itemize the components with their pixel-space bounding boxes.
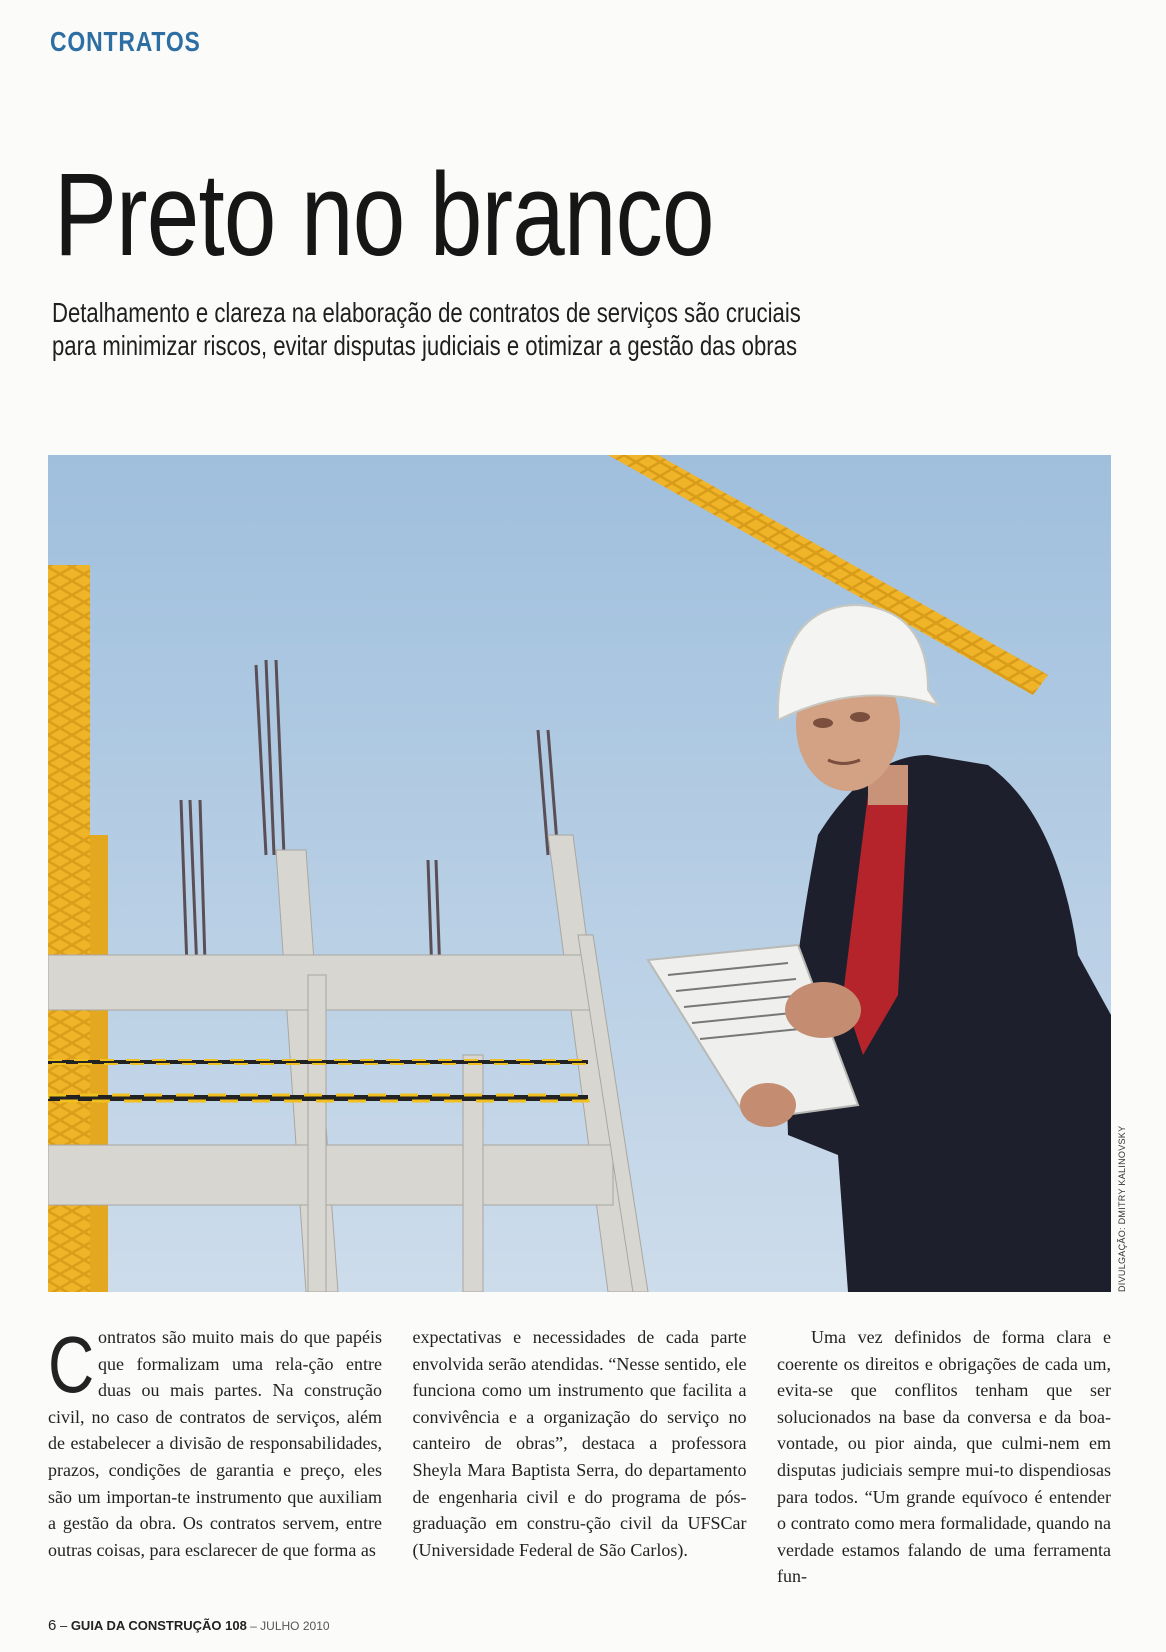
section-tag: CONTRATOS — [50, 26, 201, 57]
article-standfirst — [52, 296, 961, 362]
footer-separator: – — [56, 1618, 71, 1633]
standfirst-line-2: para minimizar riscos, evitar disputas judiciais e otimizar a gestão das obras — [52, 330, 798, 361]
photo-credit: DIVULGAÇÃO: DMITRY KALINOVSKY — [1117, 1125, 1127, 1292]
body-column-2 — [413, 1324, 747, 1590]
column-1-text: ontratos são muito mais do que papéis que formalizam uma rela-ção entre duas ou mais partes. Na construção civil, no caso de contratos de serviços, além de estabelecer a divisão de responsabilidades, prazos, condições de garantia e preço, eles são um importan-te instrumento que auxiliam a gestão da obra. Os contratos servem, entre outras coisas, para esclarecer de que forma as — [48, 1327, 382, 1560]
issue-date: JULHO 2010 — [260, 1619, 330, 1633]
footer-date-separator: – — [246, 1619, 261, 1633]
standfirst-line-1: Detalhamento e clareza na elaboração de contratos de serviços são cruciais — [52, 297, 801, 328]
body-column-3 — [777, 1324, 1111, 1590]
construction-worker-photo — [48, 455, 1111, 1292]
body-column-1 — [48, 1320, 382, 1590]
article-headline: Preto no branco — [54, 149, 714, 281]
column-3-text: Uma vez definidos de forma clara e coerente os direitos e obrigações de cada um, evita-se que conflitos tenham que ser solucionados na base da conversa e da boa-vontade, ou pior ainda, que culmi-nem em disputas judiciais sempre mui-to dispendiosas para todos. “Um grande equívoco é entender o contrato como mera formalidade, quando na verdade estamos falando de uma ferramenta fun- — [777, 1327, 1111, 1587]
drop-cap: C — [48, 1320, 95, 1409]
article-photo — [48, 455, 1111, 1292]
column-2-text: expectativas e necessidades de cada parte envolvida serão atendidas. “Nesse sentido, ele funciona como um instrumento que facilita a convivência e a organização do serviço no canteiro de obras”, destaca a professora Sheyla Mara Baptista Serra, do departamento de engenharia civil e do programa de pós-graduação em constru-ção civil da UFSCar (Universidade Federal de São Carlos). — [412, 1327, 747, 1560]
page-number: 6 — [48, 1617, 57, 1634]
magazine-issue: GUIA DA CONSTRUÇÃO 108 — [70, 1618, 247, 1633]
article-body — [48, 1320, 1111, 1590]
page-footer — [48, 1617, 330, 1634]
